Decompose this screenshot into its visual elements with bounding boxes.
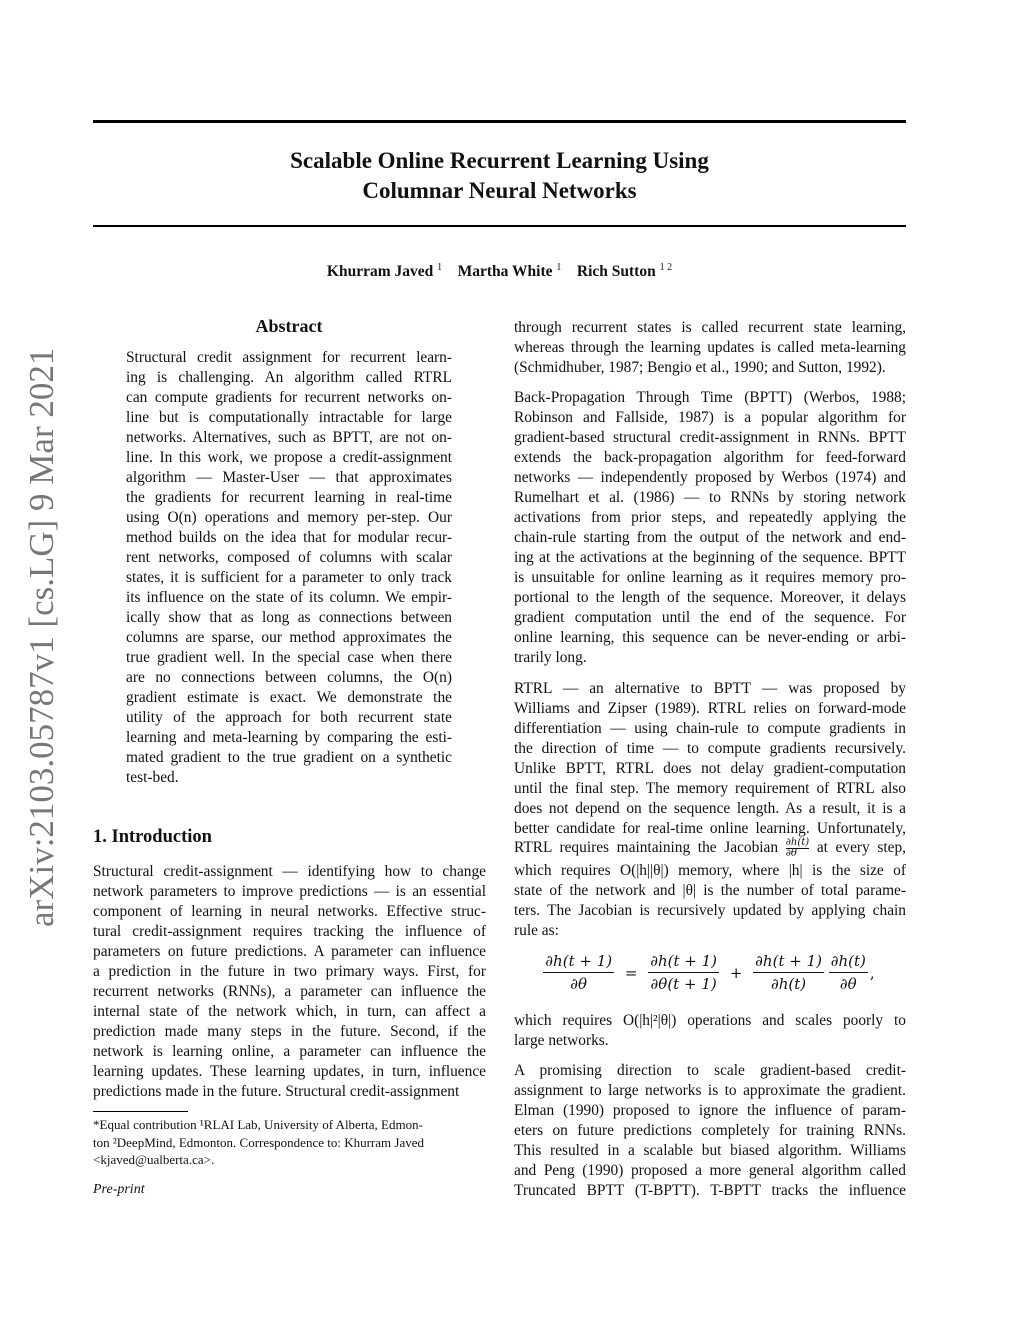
text-line: Elman (1990) proposed to ignore the influence of param- [514, 1102, 906, 1119]
footnote-line: *Equal contribution ¹RLAI Lab, University of Alberta, Edmon- [93, 1117, 423, 1132]
text-line: state of the network and |θ| is the number of total parame- [514, 882, 906, 899]
author-affiliation: 1 2 [659, 262, 673, 273]
text-line: Rumelhart et al. (1986) — to RNNs by storing network [514, 489, 906, 506]
text-line: which requires O(|h||θ|) memory, where |h| is the size of [514, 862, 906, 879]
author-name: Khurram Javed [326, 263, 434, 281]
footnote-line: ton ²DeepMind, Edmonton. Correspondence to: Khurram Javed [93, 1134, 424, 1150]
introduction-body [93, 862, 486, 1102]
text-line: recurrent networks (RNNs), a parameter can influence the [93, 983, 486, 1000]
jacobian-text-after: at every step, [816, 839, 906, 857]
text-line: algorithm — Master-User — that approximates [126, 469, 452, 486]
text-line: the direction of time — to compute gradients recursively. [514, 740, 906, 757]
text-line: trarily long. [514, 649, 587, 666]
text-line: Truncated BPTT (T-BPTT). T-BPTT tracks the influence [514, 1182, 906, 1199]
text-line: test-bed. [126, 769, 179, 786]
text-line: predictions made in the future. Structural credit-assignment [93, 1083, 460, 1100]
right-paragraph-approx [514, 1061, 906, 1201]
text-line: does not depend on the sequence length. As a result, it is a [514, 800, 906, 817]
author-affiliation: 1 [437, 262, 443, 273]
right-paragraph-1 [514, 318, 906, 378]
text-line: component of learning in neural networks. Effective struc- [93, 903, 486, 920]
text-line: Unlike BPTT, RTRL does not delay gradient-computation [514, 760, 906, 777]
text-line: which requires O(|h|²|θ|) operations and scales poorly to [514, 1012, 906, 1029]
footnote-line: <kjaved@ualberta.ca>. [93, 1152, 215, 1167]
text-line: line. In this work, we propose a credit-assignment [126, 449, 452, 466]
text-line: Robinson and Fallside, 1987) is a popular algorithm for [514, 409, 906, 426]
jacobian-fraction: $\frac{\partial h(t)}{\partial\theta}$ [785, 837, 810, 859]
title-line-2: Columnar Neural Networks [362, 178, 637, 203]
text-line: using O(n) operations and memory per-step. Our [126, 509, 452, 526]
author-name: Rich Sutton [576, 263, 656, 281]
text-line: assignment to large networks is to approximate the gradient. [514, 1082, 906, 1099]
text-line: portional to the length of the sequence. Moreover, it delays [514, 589, 906, 606]
text-line: columns are sparse, our method approximates the [126, 629, 452, 646]
text-line: extends the back-propagation algorithm for feed-forward [514, 449, 906, 466]
preprint-label: Pre-print [93, 1182, 145, 1197]
text-line: true gradient well. In the special case when there [126, 649, 452, 666]
text-line: are no connections between columns, the O(n) [126, 669, 452, 686]
text-line: network parameters to improve predictions — is an essential [93, 883, 486, 900]
text-line: RTRL — an alternative to BPTT — was proposed by [514, 680, 906, 697]
title-bottom-rule [93, 225, 906, 227]
text-line: states, it is sufficient for a parameter to only track [126, 569, 452, 586]
text-line: gradient estimate is exact. We demonstrate the [126, 689, 452, 706]
text-line: whereas through the learning updates is called meta-learning [514, 339, 906, 356]
text-line: tural credit-assignment requires tracking the influence of [93, 923, 486, 940]
text-line: eters on future predictions completely for training RNNs. [514, 1122, 906, 1139]
paper-title [93, 146, 906, 206]
jacobian-update-equation: $\frac{\partial h(t + 1)}{\partial\theta}$ = $\frac{\partial h(t + 1)}{\partial\theta(t + 1)}$ + $\frac{\partial h(t + 1)}{\partial h(t)}$ $\frac{\partial h(t)}{\partial\theta}$ , [545, 952, 875, 993]
text-line: ing is challenging. An algorithm called RTRL [126, 369, 452, 386]
text-line: network is learning online, a parameter can influence the [93, 1043, 486, 1060]
text-line: until the final step. The memory requirement of RTRL also [514, 780, 906, 797]
text-line: Williams and Zipser (1989). RTRL relies on forward-mode [514, 700, 906, 717]
text-line: is unsuitable for online learning as it requires memory pro- [514, 569, 906, 586]
text-line: Structural credit assignment for recurrent learn- [126, 349, 452, 366]
title-line-1: Scalable Online Recurrent Learning Using [290, 148, 709, 173]
text-line: and Peng (1990) proposed a more general algorithm called [514, 1162, 906, 1179]
section-heading-introduction: 1. Introduction [93, 827, 212, 847]
eq-term-3: $\frac{\partial h(t)}{\partial\theta}$ [830, 952, 866, 993]
text-line: can compute gradients for recurrent networks on- [126, 389, 452, 406]
text-line: method builds on the idea that for modular recur- [126, 529, 452, 546]
author-name: Martha White [457, 263, 553, 281]
text-line: networks — independently proposed by Werbos (1974) and [514, 469, 906, 486]
text-line: line but is computationally intractable for large [126, 409, 452, 426]
author-list [93, 262, 906, 281]
text-line: the gradients for recurrent learning in real-time [126, 489, 452, 506]
arxiv-stamp: arXiv:2103.05787v1 [cs.LG] 9 Mar 2021 [22, 347, 61, 927]
text-line: rent networks, composed of columns with scalar [126, 549, 452, 566]
text-line: differentiation — using chain-rule to compute gradients in [514, 720, 906, 737]
text-line: parameters on future predictions. A parameter can influence [93, 943, 486, 960]
text-line: through recurrent states is called recurrent state learning, [514, 319, 906, 336]
top-rule [93, 120, 906, 123]
footnote-rule [93, 1111, 188, 1112]
text-line: activations from prior steps, and repeatedly applying the [514, 509, 906, 526]
text-line: Structural credit-assignment — identifying how to change [93, 863, 486, 880]
text-line: Back-Propagation Through Time (BPTT) (Werbos, 1988; [514, 389, 906, 406]
right-paragraph-rtrl [514, 679, 906, 839]
text-line: This resulted in a scalable but biased algorithm. Williams [514, 1142, 906, 1159]
text-line: internal state of the network which, in turn, can affect a [93, 1003, 486, 1020]
text-line: its influence on the state of its column. We empir- [126, 589, 452, 606]
text-line: mated gradient to the true gradient on a synthetic [126, 749, 452, 766]
text-line: utility of the approach for both recurrent state [126, 709, 452, 726]
abstract-body [126, 348, 452, 788]
text-line: learning and meta-learning by comparing the esti- [126, 729, 452, 746]
text-line: ing at the activations at the beginning of the sequence. BPTT [514, 549, 906, 566]
text-line: rule as: [514, 922, 559, 939]
text-line: large networks. [514, 1032, 609, 1049]
jacobian-line [514, 838, 906, 862]
eq-term-2: $\frac{\partial h(t + 1)}{\partial h(t)}$ [755, 952, 822, 993]
eq-term-1: $\frac{\partial h(t + 1)}{\partial\theta(t + 1)}$ [650, 952, 718, 993]
text-line: learning updates. These learning updates, in turn, influence [93, 1063, 486, 1080]
right-paragraph-cost [514, 1011, 906, 1051]
abstract-heading: Abstract [255, 316, 323, 336]
text-line: a prediction in the future in two primary ways. First, for [93, 963, 486, 980]
eq-lhs: $\frac{\partial h(t + 1)}{\partial\theta}$ [545, 952, 613, 993]
right-paragraph-rtrl-cont [514, 861, 906, 941]
text-line: networks. Alternatives, such as BPTT, are not on- [126, 429, 452, 446]
text-line: ters. The Jacobian is recursively updated by applying chain [514, 902, 906, 919]
text-line: ically show that as long as connections between [126, 609, 452, 626]
footnote [93, 1116, 486, 1169]
right-paragraph-bptt [514, 388, 906, 668]
text-line: chain-rule starting from the output of the network and end- [514, 529, 906, 546]
text-line: gradient-based structural credit-assignment in RNNs. BPTT [514, 429, 906, 446]
text-line: prediction made many steps in the future. Second, if the [93, 1023, 486, 1040]
text-line: A promising direction to scale gradient-based credit- [514, 1062, 906, 1079]
text-line: gradient computation until the end of the sequence. For [514, 609, 906, 626]
text-line: (Schmidhuber, 1987; Bengio et al., 1990; and Sutton, 1992). [514, 359, 886, 376]
text-line: online learning, this sequence can be never-ending or arbi- [514, 629, 906, 646]
text-line: better candidate for real-time online learning. Unfortunately, [514, 820, 906, 837]
author-affiliation: 1 [556, 262, 562, 273]
jacobian-text-before: RTRL requires maintaining the Jacobian [514, 839, 779, 857]
